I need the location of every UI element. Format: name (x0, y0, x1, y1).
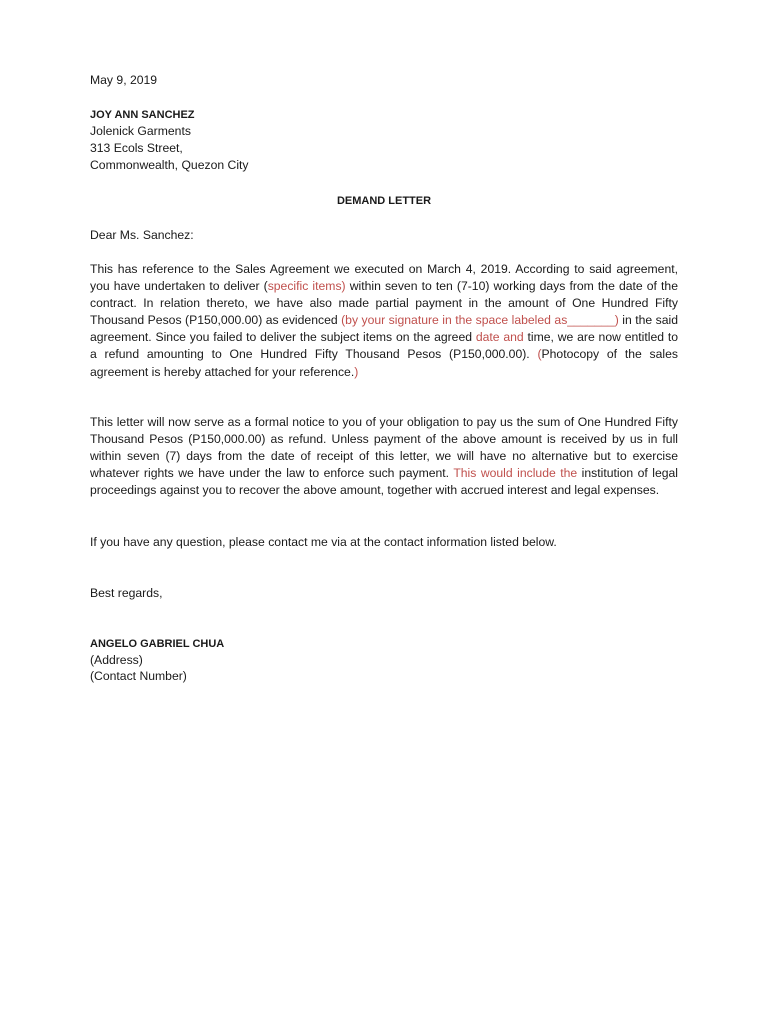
p1-text-1: This has reference to the Sales Agreement we executed on March 4, 2019. According to said agreement, you have undertaken to deliver ( (90, 262, 678, 294)
closing: Best regards, (90, 586, 163, 600)
p1-highlight-close-paren: ) (354, 364, 359, 379)
p1-text-4: time, we are now entitled to a refund amounting to One Hundred Fifty Thousand Pesos (P150,000.00). (90, 330, 679, 362)
recipient-company: Jolenick Garments (90, 124, 191, 138)
p2-highlight-include: This would include the (453, 466, 578, 481)
p1-highlight-items: specific items) (267, 279, 346, 294)
sender-contact: (Contact Number) (90, 669, 187, 683)
p1-text-3: in the said agreement. Since you failed to deliver the subject items on the agreed (90, 313, 678, 345)
recipient-city: Commonwealth, Quezon City (90, 158, 249, 172)
paragraph-contact: If you have any question, please contact me via at the contact information listed below. (90, 535, 557, 549)
paragraph-notice (90, 414, 678, 499)
letter-title: DEMAND LETTER (336, 195, 432, 207)
paragraph-reference (90, 261, 678, 381)
p2-text-1: This letter will now serve as a formal notice to you of your obligation to pay us the sum of One Hundred Fifty Thousand Pesos (P150,000.00) as refund. Unless payment of the above amount is received by us in full within seven (7) days from the date of receipt of this letter, we will have no alternative but to exercise whatever rights we have under the law to enforce such payment. (90, 415, 678, 481)
p1-highlight-signature: (by your signature in the space labeled as_______) (341, 313, 619, 328)
p2-text-2: institution of legal proceedings against you to recover the above amount, together with accrued interest and legal expenses. (90, 466, 679, 498)
p1-highlight-date: date and (475, 330, 524, 345)
recipient-name: JOY ANN SANCHEZ (90, 109, 195, 121)
sender-address: (Address) (90, 653, 143, 667)
salutation: Dear Ms. Sanchez: (90, 228, 194, 242)
p1-text-2: within seven to ten (7-10) working days from the date of the contract. In relation thereto, we have also made partial payment in the amount of One Hundred Fifty Thousand Pesos (P150,000.00) as evidenced (90, 279, 678, 328)
recipient-street: 313 Ecols Street, (90, 141, 183, 155)
p1-text-5: Photocopy of the sales agreement is hereby attached for your reference. (90, 347, 678, 379)
p1-highlight-open-paren: ( (537, 347, 542, 362)
letter-date: May 9, 2019 (90, 73, 158, 87)
sender-name: ANGELO GABRIEL CHUA (90, 638, 225, 650)
